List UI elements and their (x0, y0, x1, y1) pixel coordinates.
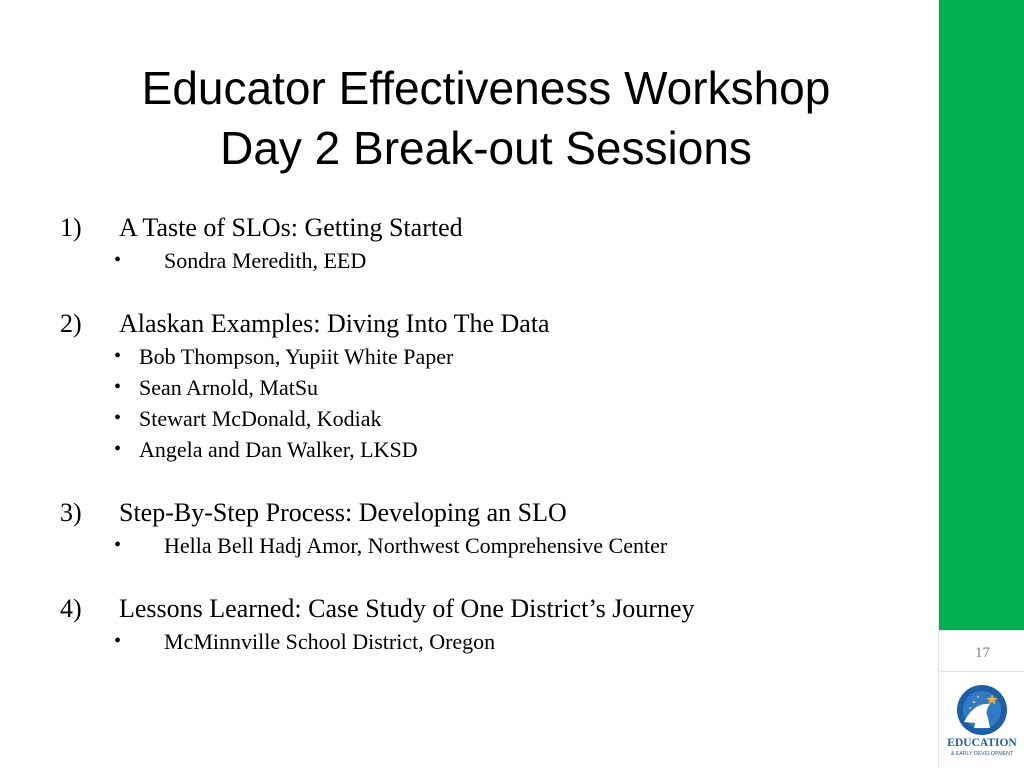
bullet-icon: • (114, 534, 122, 556)
presenter-name: Stewart McDonald, Kodiak (139, 406, 382, 431)
session-item (60, 307, 920, 465)
presenter-name: Angela and Dan Walker, LKSD (139, 437, 418, 462)
slide-title (0, 58, 972, 178)
presenter-item (60, 626, 920, 657)
bullet-icon: • (114, 249, 122, 271)
page-number: 17 (975, 645, 990, 661)
session-heading (60, 592, 920, 626)
session-heading (60, 496, 920, 530)
presenter-name: Hella Bell Hadj Amor, Northwest Comprehensive Center (164, 533, 668, 558)
presenter-name: Sean Arnold, MatSu (139, 375, 319, 400)
session-title: Alaskan Examples: Diving Into The Data (119, 309, 550, 338)
bullet-icon: • (114, 438, 122, 460)
session-item (60, 592, 920, 657)
presenter-item (60, 245, 920, 276)
sidebar (938, 0, 1024, 768)
logo-main-text: EDUCATION (947, 737, 1017, 749)
slide-title-line-1: Educator Effectiveness Workshop (141, 62, 831, 114)
session-title: Step-By-Step Process: Developing an SLO (119, 498, 567, 527)
session-item (60, 496, 920, 561)
bullet-icon: • (114, 407, 122, 429)
session-title: Lessons Learned: Case Study of One District’s Journey (119, 594, 695, 623)
sidebar-green-bar (938, 0, 1024, 630)
session-number: 3) (60, 498, 82, 527)
presenter-name: Bob Thompson, Yupiit White Paper (139, 344, 454, 369)
presenter-name: McMinnville School District, Oregon (164, 629, 496, 654)
presenter-name: Sondra Meredith, EED (164, 248, 367, 273)
session-number: 2) (60, 309, 82, 338)
presenter-item (60, 530, 920, 561)
session-title: A Taste of SLOs: Getting Started (119, 213, 463, 242)
presenter-item (60, 403, 920, 434)
alaska-education-logo-icon (944, 682, 1020, 760)
bullet-icon: • (114, 345, 122, 367)
session-item (60, 211, 920, 276)
logo-sub-text: & EARLY DEVELOPMENT (950, 751, 1014, 757)
presenter-item (60, 434, 920, 465)
session-heading (60, 307, 920, 341)
bullet-icon: • (114, 630, 122, 652)
slide-title-line-2: Day 2 Break-out Sessions (220, 122, 752, 174)
bullet-icon: • (114, 376, 122, 398)
session-heading (60, 211, 920, 245)
session-list (60, 211, 920, 688)
session-number: 1) (60, 213, 82, 242)
page-number-box (938, 630, 1024, 672)
session-number: 4) (60, 594, 82, 623)
presenter-item (60, 372, 920, 403)
presenter-item (60, 341, 920, 372)
